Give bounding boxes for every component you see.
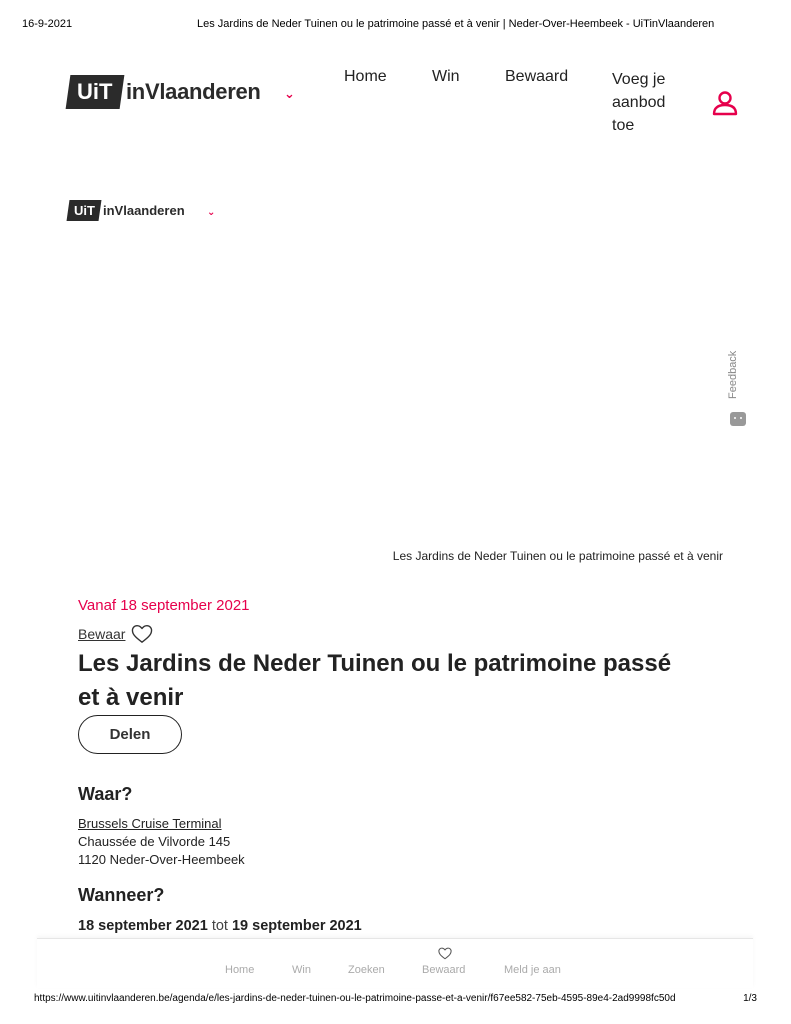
nav-home[interactable]: Home bbox=[344, 68, 387, 85]
print-page-number: 1/3 bbox=[743, 993, 757, 1004]
print-url: https://www.uitinvlaanderen.be/agenda/e/les-jardins-de-neder-tuinen-ou-le-patrimoine-passe-et-a-venir/f67ee582-75eb-4595-89e4-2ad9998fc50d bbox=[34, 993, 676, 1004]
nav-voeg-je-aanbod-toe[interactable]: Voeg je aanbod toe bbox=[612, 71, 666, 134]
bottom-nav-zoeken[interactable]: Zoeken bbox=[348, 964, 385, 976]
user-icon[interactable] bbox=[711, 89, 739, 117]
breadcrumb-current: Les Jardins de Neder Tuinen ou le patrimoine passé et à venir bbox=[392, 549, 723, 563]
when-heading: Wanneer? bbox=[78, 885, 165, 905]
chevron-down-icon[interactable]: ⌄ bbox=[207, 207, 216, 218]
date-range bbox=[78, 918, 362, 934]
venue-city: 1120 Neder-Over-Heembeek bbox=[78, 852, 245, 867]
nav-win[interactable]: Win bbox=[432, 68, 460, 85]
save-link[interactable]: Bewaar bbox=[78, 626, 126, 642]
start-date: 18 september 2021 bbox=[78, 918, 208, 934]
brand-logo[interactable] bbox=[68, 75, 261, 109]
bottom-nav-bewaard[interactable]: Bewaard bbox=[422, 964, 466, 976]
feedback-label: Feedback bbox=[727, 350, 739, 400]
feedback-tab[interactable] bbox=[727, 346, 749, 428]
chevron-down-icon[interactable]: ⌄ bbox=[284, 86, 295, 101]
bottom-nav-home[interactable]: Home bbox=[225, 964, 255, 976]
heart-icon bbox=[438, 947, 452, 960]
feedback-icon bbox=[730, 412, 746, 426]
brand-logo-secondary[interactable] bbox=[68, 200, 185, 221]
nav-bewaard[interactable]: Bewaard bbox=[505, 68, 569, 85]
end-date: 19 september 2021 bbox=[231, 918, 362, 934]
print-date: 16-9-2021 bbox=[22, 18, 73, 30]
print-title: Les Jardins de Neder Tuinen ou le patrimoine passé et à venir | Neder-Over-Heembeek - UiTinVlaanderen bbox=[197, 18, 715, 30]
bottom-nav bbox=[37, 938, 753, 988]
date-separator: tot bbox=[211, 918, 228, 934]
event-title: Les Jardins de Neder Tuinen ou le patrimoine passé et à venir bbox=[78, 650, 672, 711]
where-heading: Waar? bbox=[78, 784, 133, 804]
venue-link[interactable]: Brussels Cruise Terminal bbox=[78, 816, 222, 831]
brand-logo-box: UiT bbox=[66, 75, 125, 109]
share-button[interactable]: Delen bbox=[78, 715, 182, 754]
brand-wordmark: inVlaanderen bbox=[103, 203, 185, 218]
print-header bbox=[22, 18, 769, 34]
event-date-label: Vanaf 18 september 2021 bbox=[78, 597, 250, 614]
venue-address bbox=[78, 815, 245, 869]
bottom-nav-meld-je-aan[interactable]: Meld je aan bbox=[504, 964, 561, 976]
venue-street: Chaussée de Vilvorde 145 bbox=[78, 834, 231, 849]
print-footer bbox=[34, 993, 757, 1007]
heart-icon[interactable] bbox=[131, 624, 153, 644]
brand-wordmark: inVlaanderen bbox=[126, 79, 261, 104]
bottom-nav-win[interactable]: Win bbox=[292, 964, 311, 976]
save-event bbox=[78, 624, 153, 644]
brand-logo-box: UiT bbox=[67, 200, 102, 221]
